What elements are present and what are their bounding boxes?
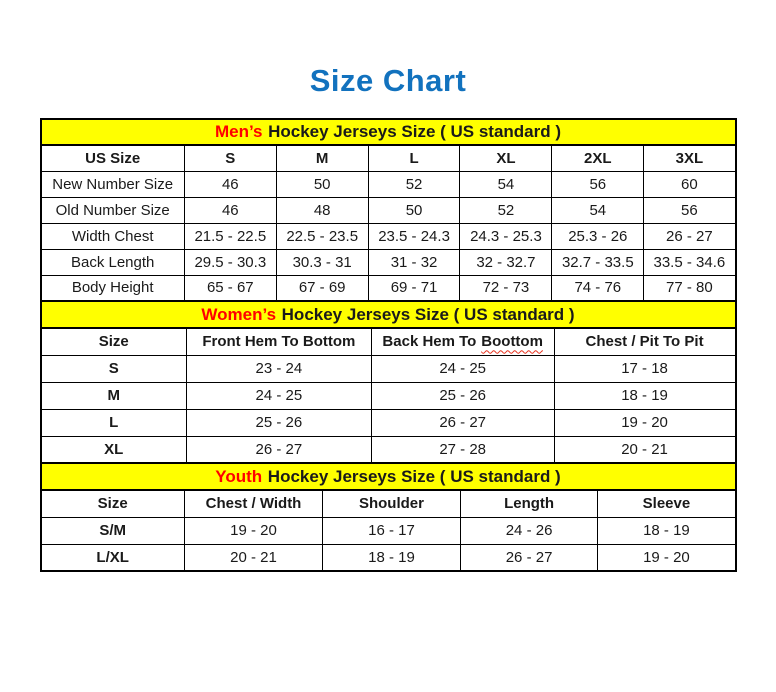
column-header: L: [368, 145, 460, 171]
mens-table-caption: [41, 119, 736, 145]
table-cell: 20 - 21: [184, 544, 322, 571]
table-cell: 30.3 - 31: [276, 249, 368, 275]
table-cell: 18 - 19: [323, 544, 461, 571]
column-header: Length: [460, 490, 598, 517]
table-cell: 19 - 20: [598, 544, 736, 571]
table-row: [41, 223, 736, 249]
table-cell: 26 - 27: [644, 223, 736, 249]
table-cell: 72 - 73: [460, 275, 552, 301]
column-header: S: [184, 145, 276, 171]
table-row: [41, 275, 736, 301]
mens-caption-text: Hockey Jerseys Size ( US standard ): [268, 122, 562, 141]
table-row: [41, 197, 736, 223]
row-label: Body Height: [41, 275, 185, 301]
column-header: XL: [460, 145, 552, 171]
table-cell: 50: [276, 171, 368, 197]
table-cell: 65 - 67: [184, 275, 276, 301]
table-cell: 52: [460, 197, 552, 223]
header-text: Back Hem To: [382, 333, 477, 351]
table-cell: 24 - 25: [186, 382, 371, 409]
column-header: Shoulder: [323, 490, 461, 517]
table-cell: 26 - 27: [186, 436, 371, 463]
table-cell: 23 - 24: [186, 355, 371, 382]
table-cell: 67 - 69: [276, 275, 368, 301]
column-header: 2XL: [552, 145, 644, 171]
table-cell: 27 - 28: [371, 436, 554, 463]
table-cell: 18 - 19: [598, 517, 736, 544]
mens-caption-row: [41, 119, 736, 145]
youth-header-row: [41, 490, 736, 517]
table-cell: 29.5 - 30.3: [184, 249, 276, 275]
column-header: Sleeve: [598, 490, 736, 517]
youth-caption-row: [41, 463, 736, 490]
table-cell: 56: [552, 171, 644, 197]
womens-caption-highlight: Women’s: [201, 304, 277, 324]
youth-caption-text: Hockey Jerseys Size ( US standard ): [267, 466, 561, 486]
table-cell: 24 - 25: [371, 355, 554, 382]
youth-caption-highlight: Youth: [215, 466, 263, 486]
youth-table-caption: [41, 463, 736, 490]
table-cell: 56: [644, 197, 736, 223]
table-row: [41, 517, 736, 544]
womens-table-caption: [41, 301, 736, 328]
size-label: S/M: [41, 517, 185, 544]
mens-caption-highlight: Men’s: [214, 122, 263, 141]
table-row: [41, 249, 736, 275]
size-label: S: [41, 355, 187, 382]
table-row: [41, 409, 736, 436]
table-cell: 26 - 27: [371, 409, 554, 436]
column-header: Chest / Width: [184, 490, 322, 517]
column-header: US Size: [41, 145, 185, 171]
table-row: [41, 436, 736, 463]
table-cell: 25.3 - 26: [552, 223, 644, 249]
womens-header-row: [41, 328, 736, 355]
table-cell: 25 - 26: [371, 382, 554, 409]
table-cell: 17 - 18: [554, 355, 735, 382]
table-cell: 46: [184, 171, 276, 197]
table-cell: 16 - 17: [323, 517, 461, 544]
column-header: 3XL: [644, 145, 736, 171]
size-label: XL: [41, 436, 187, 463]
size-label: M: [41, 382, 187, 409]
table-cell: 33.5 - 34.6: [644, 249, 736, 275]
size-chart-tables: [40, 118, 737, 572]
table-row: [41, 171, 736, 197]
table-cell: 46: [184, 197, 276, 223]
table-row: [41, 544, 736, 571]
mens-header-row: [41, 145, 736, 171]
table-cell: 22.5 - 23.5: [276, 223, 368, 249]
table-cell: 32.7 - 33.5: [552, 249, 644, 275]
table-row: [41, 355, 736, 382]
table-cell: 26 - 27: [460, 544, 598, 571]
page-title: Size Chart: [309, 63, 467, 98]
table-cell: 32 - 32.7: [460, 249, 552, 275]
size-label: L/XL: [41, 544, 185, 571]
youth-size-table: [40, 462, 737, 572]
table-cell: 25 - 26: [186, 409, 371, 436]
table-cell: 48: [276, 197, 368, 223]
mens-size-table: [40, 118, 737, 302]
table-cell: 54: [552, 197, 644, 223]
misspelled-word: Boottom: [481, 333, 543, 351]
column-header: M: [276, 145, 368, 171]
table-cell: 24.3 - 25.3: [460, 223, 552, 249]
table-cell: 54: [460, 171, 552, 197]
table-cell: 77 - 80: [644, 275, 736, 301]
table-cell: 52: [368, 171, 460, 197]
column-header: Size: [41, 490, 185, 517]
table-cell: 23.5 - 24.3: [368, 223, 460, 249]
table-cell: 20 - 21: [554, 436, 735, 463]
column-header-misspelled: [371, 328, 554, 355]
table-cell: 31 - 32: [368, 249, 460, 275]
row-label: New Number Size: [41, 171, 185, 197]
womens-size-table: [40, 300, 737, 464]
table-row: [41, 382, 736, 409]
table-cell: 24 - 26: [460, 517, 598, 544]
table-cell: 19 - 20: [184, 517, 322, 544]
column-header: Front Hem To Bottom: [186, 328, 371, 355]
table-cell: 60: [644, 171, 736, 197]
table-cell: 74 - 76: [552, 275, 644, 301]
table-cell: 69 - 71: [368, 275, 460, 301]
column-header: Chest / Pit To Pit: [554, 328, 735, 355]
womens-caption-text: Hockey Jerseys Size ( US standard ): [281, 304, 575, 324]
row-label: Width Chest: [41, 223, 185, 249]
table-cell: 50: [368, 197, 460, 223]
table-cell: 21.5 - 22.5: [184, 223, 276, 249]
table-cell: 18 - 19: [554, 382, 735, 409]
womens-caption-row: [41, 301, 736, 328]
row-label: Old Number Size: [41, 197, 185, 223]
column-header: Size: [41, 328, 187, 355]
row-label: Back Length: [41, 249, 185, 275]
table-cell: 19 - 20: [554, 409, 735, 436]
size-label: L: [41, 409, 187, 436]
